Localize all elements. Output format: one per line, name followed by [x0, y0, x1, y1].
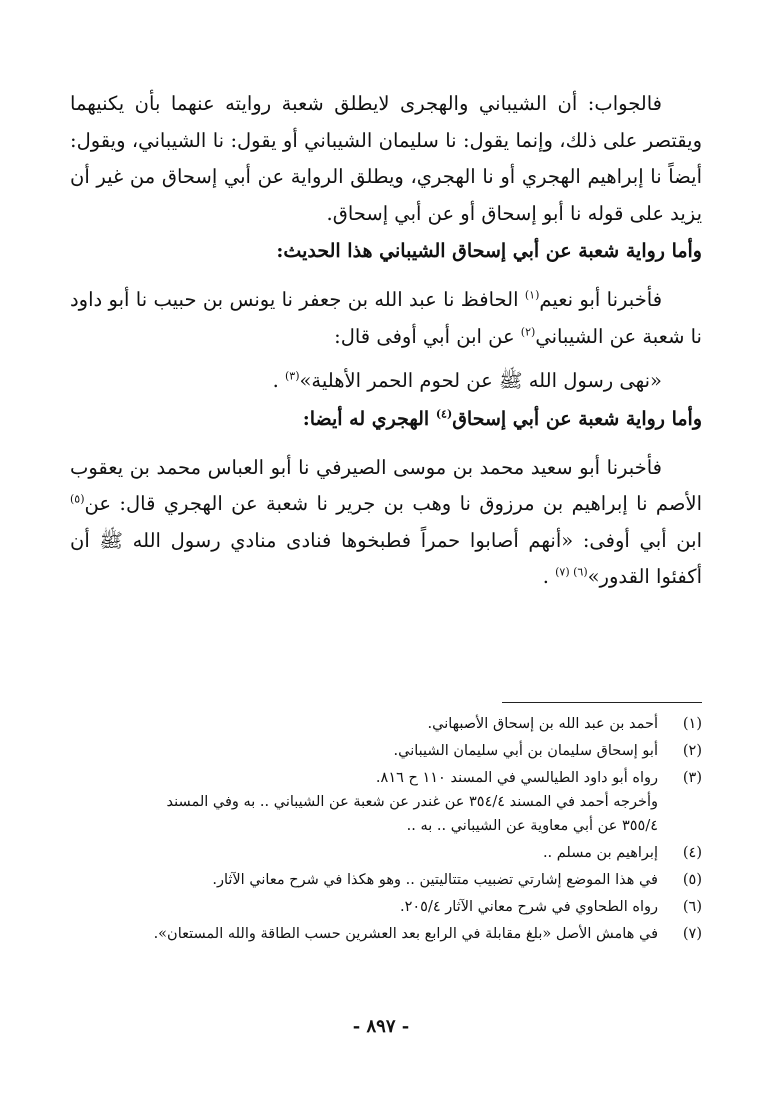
paragraph-abu-said — [70, 450, 702, 596]
footnote-text — [66, 922, 658, 946]
footnote-line: إبراهيم بن مسلم .. — [542, 845, 658, 861]
heading-segment: الهجري له أيضا: — [302, 407, 436, 430]
text-segment: . — [542, 565, 556, 588]
footnote-line: أبو إسحاق سليمان بن أبي سليمان الشيباني. — [393, 743, 658, 759]
footnote-item — [66, 739, 702, 763]
footnote-line: أحمد بن عبد الله بن إسحاق الأصبهاني. — [427, 716, 658, 732]
footnote-ref-1[interactable]: (١) — [524, 288, 540, 302]
footnote-item — [66, 922, 702, 946]
footnote-line: في هذا الموضع إشارتي تضبيب متتاليتين .. وهو هكذا في شرح معاني الآثار. — [212, 872, 658, 888]
footnote-line: وأخرجه أحمد في المسند ٣٥٤/٤ عن غندر عن شعبة عن الشيباني .. به وفي المسند — [166, 794, 658, 810]
footnote-text — [66, 712, 658, 736]
footnote-line: ٣٥٥/٤ عن أبي معاوية عن الشيباني .. به .. — [406, 818, 658, 834]
footnote-item — [66, 766, 702, 838]
footnote-item — [66, 868, 702, 892]
page-number: - ٨٩٧ - — [352, 1016, 410, 1037]
footnote-separator — [502, 702, 702, 703]
footnote-number: (٢) — [682, 743, 702, 759]
text-segment: عن ابن أبي أوفى قال: — [334, 324, 521, 348]
quote-text: «نهى رسول الله ﷺ عن لحوم الحمر الأهلية» — [299, 369, 662, 392]
section-heading-hajari — [70, 402, 702, 436]
footnote-line: رواه أبو داود الطيالسي في المسند ١١٠ ح ٨١٦. — [375, 770, 658, 786]
section-heading-shaybani: وأما رواية شعبة عن أبي إسحاق الشيباني هذا الحديث: — [276, 240, 702, 262]
footnote-text — [66, 868, 658, 892]
footnote-number: (٣) — [682, 770, 702, 786]
footnotes-section — [66, 712, 702, 949]
text-segment: ابن أبي أوفى: «أنهم أصابوا حمراً فطبخوها فنادى منادي رسول الله ﷺ أن أكفئوا القدور» — [70, 528, 702, 588]
footnote-text — [66, 895, 658, 919]
text-segment: فأخبرنا أبو سعيد محمد بن موسى الصيرفي نا أبو العباس محمد بن يعقوب الأصم نا إبراهيم بن مرزوق نا وهب بن جرير نا شعبة عن الهجري قال: عن — [70, 455, 702, 515]
footnote-ref-3[interactable]: (٣) — [284, 369, 300, 383]
footnote-ref-6-7[interactable]: (٦) (٧) — [555, 565, 588, 579]
footnote-ref-2[interactable]: (٢) — [520, 325, 536, 338]
text-segment: فأخبرنا أبو نعيم — [539, 288, 663, 311]
quote-end: . — [272, 369, 285, 392]
hadith-quote-1 — [70, 363, 702, 400]
footnote-ref-4[interactable]: (٤) — [435, 407, 453, 421]
main-text — [70, 86, 702, 596]
footnote-number: (٤) — [682, 845, 702, 861]
footnote-item — [66, 895, 702, 919]
footnote-number: (٧) — [682, 926, 702, 942]
footnote-number: (٦) — [682, 899, 702, 915]
paragraph-abu-nuaym — [70, 282, 702, 355]
footnote-text — [66, 766, 658, 838]
footnote-text — [66, 739, 658, 763]
footnote-item — [66, 712, 702, 736]
heading-segment: وأما رواية شعبة عن أبي إسحاق — [452, 407, 702, 430]
footnote-line: في هامش الأصل «بلغ مقابلة في الرابع بعد العشرين حسب الطاقة والله المستعان». — [153, 926, 658, 942]
footnote-item — [66, 841, 702, 865]
text-segment: الحافظ نا عبد الله بن جعفر نا يونس بن حبيب نا أبو داود نا شعبة عن الشيباني — [70, 288, 702, 348]
paragraph-answer: فالجواب: أن الشيباني والهجرى لايطلق شعبة روايته عنهما بأن يكنيهما ويقتصر على ذلك، وإنما يقول: نا سليمان الشيباني أو يقول: نا الشيباني، ويقول: أيضاً نا إبراهيم الهجري أو نا الهجري، ويطلق الرواية عن أبي إسحاق من غير أن يزيد على قوله نا أبو إسحاق أو عن أبي إسحاق. — [70, 92, 702, 225]
footnote-text — [66, 841, 658, 865]
footnote-line: رواه الطحاوي في شرح معاني الآثار ٢٠٥/٤. — [400, 899, 658, 915]
footnote-ref-5[interactable]: (٥) — [70, 492, 85, 506]
footnote-number: (٥) — [682, 872, 702, 888]
footnote-number: (١) — [682, 716, 702, 732]
